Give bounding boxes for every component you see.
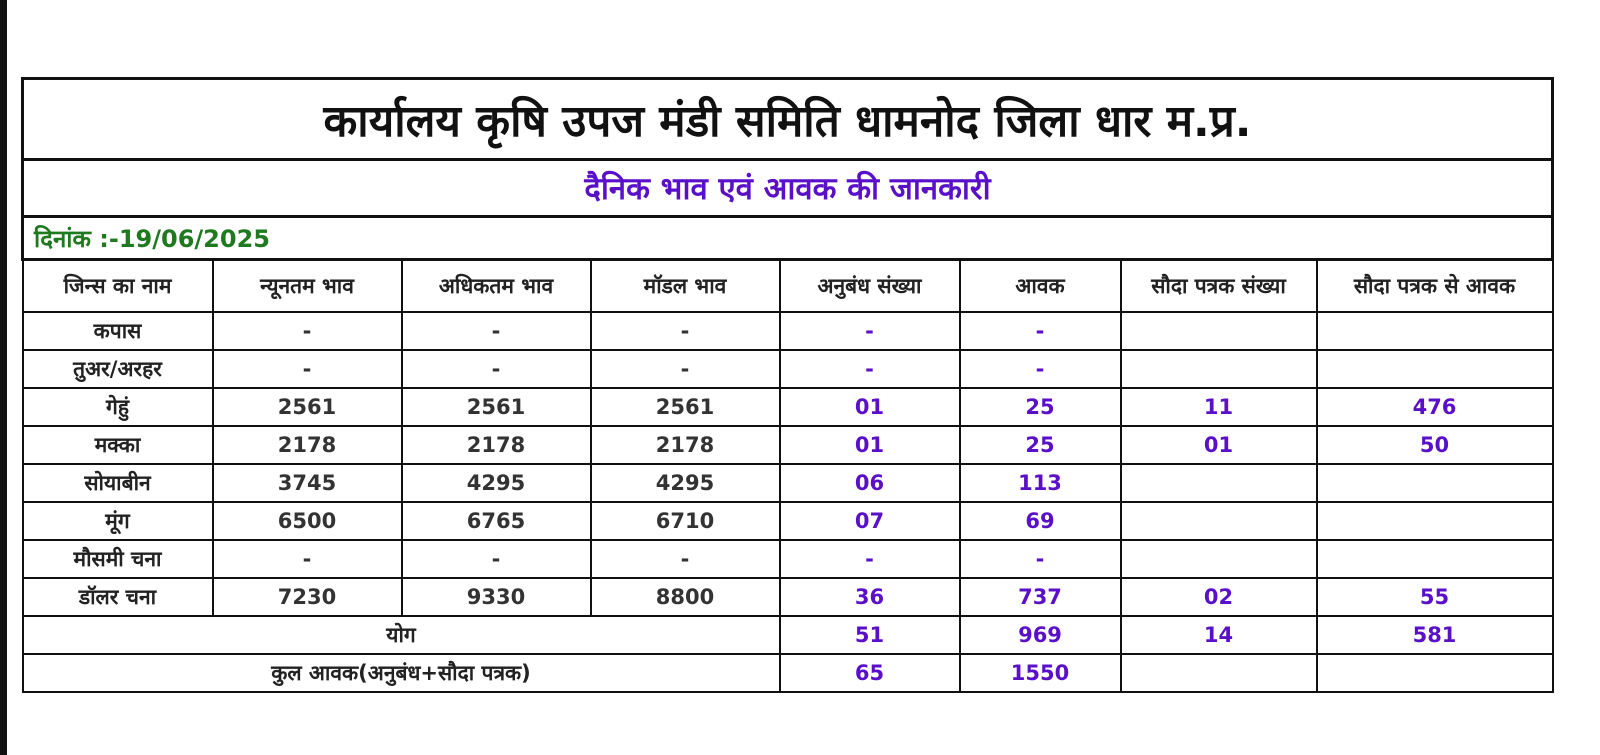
total-anubandh: 51 [780, 616, 960, 654]
left-edge-bar [0, 0, 7, 755]
sauda-count-cell: 02 [1121, 578, 1317, 616]
total-row [23, 616, 1553, 654]
arrival-cell: 69 [960, 502, 1121, 540]
total-label: योग [23, 616, 780, 654]
grand-total-arrival: 1550 [960, 654, 1121, 692]
table-row [23, 312, 1553, 350]
crop-name-cell: तुअर/अरहर [23, 350, 213, 388]
table-row [23, 540, 1553, 578]
grand-total-label: कुल आवक(अनुबंध+सौदा पत्रक) [23, 654, 780, 692]
total-arrival: 969 [960, 616, 1121, 654]
column-header-row [23, 260, 1553, 313]
crop-name-cell: मौसमी चना [23, 540, 213, 578]
max-price-cell: - [402, 540, 591, 578]
sauda-arrival-cell [1317, 502, 1553, 540]
sauda-count-cell: 11 [1121, 388, 1317, 426]
max-price-cell: 2561 [402, 388, 591, 426]
arrival-cell: 737 [960, 578, 1121, 616]
sauda-count-cell [1121, 540, 1317, 578]
page-subtitle: दैनिक भाव एवं आवक की जानकारी [23, 160, 1553, 217]
max-price-cell: - [402, 312, 591, 350]
sauda-count-cell: 01 [1121, 426, 1317, 464]
modal-price-cell: 8800 [591, 578, 780, 616]
max-price-cell: 4295 [402, 464, 591, 502]
col-header-anubandh-count: अनुबंध संख्या [780, 260, 960, 313]
sauda-arrival-cell: 55 [1317, 578, 1553, 616]
max-price-cell: 2178 [402, 426, 591, 464]
arrival-cell: 25 [960, 426, 1121, 464]
min-price-cell: 2561 [213, 388, 402, 426]
sauda-arrival-cell: 50 [1317, 426, 1553, 464]
max-price-cell: 6765 [402, 502, 591, 540]
anubandh-count-cell: - [780, 540, 960, 578]
grand-total-empty-cell [1317, 654, 1553, 692]
crop-name-cell: डॉलर चना [23, 578, 213, 616]
col-header-modal-price: मॉडल भाव [591, 260, 780, 313]
min-price-cell: 6500 [213, 502, 402, 540]
anubandh-count-cell: - [780, 350, 960, 388]
total-sauda-arrival: 581 [1317, 616, 1553, 654]
min-price-cell: 2178 [213, 426, 402, 464]
anubandh-count-cell: 36 [780, 578, 960, 616]
table-row [23, 464, 1553, 502]
min-price-cell: - [213, 312, 402, 350]
grand-total-row [23, 654, 1553, 692]
sauda-count-cell [1121, 464, 1317, 502]
anubandh-count-cell: - [780, 312, 960, 350]
modal-price-cell: - [591, 312, 780, 350]
col-header-sauda-count: सौदा पत्रक संख्या [1121, 260, 1317, 313]
min-price-cell: 3745 [213, 464, 402, 502]
sauda-arrival-cell [1317, 350, 1553, 388]
col-header-crop-name: जिन्स का नाम [23, 260, 213, 313]
table-row [23, 502, 1553, 540]
mandi-rate-sheet [21, 77, 1554, 693]
max-price-cell: 9330 [402, 578, 591, 616]
page-title: कार्यालय कृषि उपज मंडी समिति धामनोद जिला धार म.प्र. [23, 79, 1553, 160]
modal-price-cell: 4295 [591, 464, 780, 502]
anubandh-count-cell: 01 [780, 388, 960, 426]
modal-price-cell: 2178 [591, 426, 780, 464]
min-price-cell: - [213, 540, 402, 578]
col-header-arrival: आवक [960, 260, 1121, 313]
arrival-cell: 25 [960, 388, 1121, 426]
modal-price-cell: - [591, 350, 780, 388]
sauda-arrival-cell: 476 [1317, 388, 1553, 426]
crop-name-cell: गेहुं [23, 388, 213, 426]
sauda-arrival-cell [1317, 312, 1553, 350]
anubandh-count-cell: 01 [780, 426, 960, 464]
sauda-count-cell [1121, 350, 1317, 388]
arrival-cell: - [960, 350, 1121, 388]
arrival-cell: - [960, 540, 1121, 578]
anubandh-count-cell: 07 [780, 502, 960, 540]
modal-price-cell: 6710 [591, 502, 780, 540]
crop-name-cell: सोयाबीन [23, 464, 213, 502]
arrival-cell: 113 [960, 464, 1121, 502]
sauda-arrival-cell [1317, 464, 1553, 502]
crop-name-cell: मूंग [23, 502, 213, 540]
table-row [23, 350, 1553, 388]
grand-total-empty-cell [1121, 654, 1317, 692]
col-header-sauda-arrival: सौदा पत्रक से आवक [1317, 260, 1553, 313]
crop-name-cell: कपास [23, 312, 213, 350]
date-label: दिनांक :-19/06/2025 [23, 217, 1553, 260]
col-header-min-price: न्यूनतम भाव [213, 260, 402, 313]
crop-name-cell: मक्का [23, 426, 213, 464]
col-header-max-price: अधिकतम भाव [402, 260, 591, 313]
grand-total-anubandh: 65 [780, 654, 960, 692]
max-price-cell: - [402, 350, 591, 388]
table-row [23, 578, 1553, 616]
anubandh-count-cell: 06 [780, 464, 960, 502]
modal-price-cell: 2561 [591, 388, 780, 426]
sauda-count-cell [1121, 502, 1317, 540]
sauda-arrival-cell [1317, 540, 1553, 578]
total-sauda-count: 14 [1121, 616, 1317, 654]
modal-price-cell: - [591, 540, 780, 578]
sauda-count-cell [1121, 312, 1317, 350]
min-price-cell: 7230 [213, 578, 402, 616]
table-row [23, 388, 1553, 426]
min-price-cell: - [213, 350, 402, 388]
arrival-cell: - [960, 312, 1121, 350]
table-row [23, 426, 1553, 464]
